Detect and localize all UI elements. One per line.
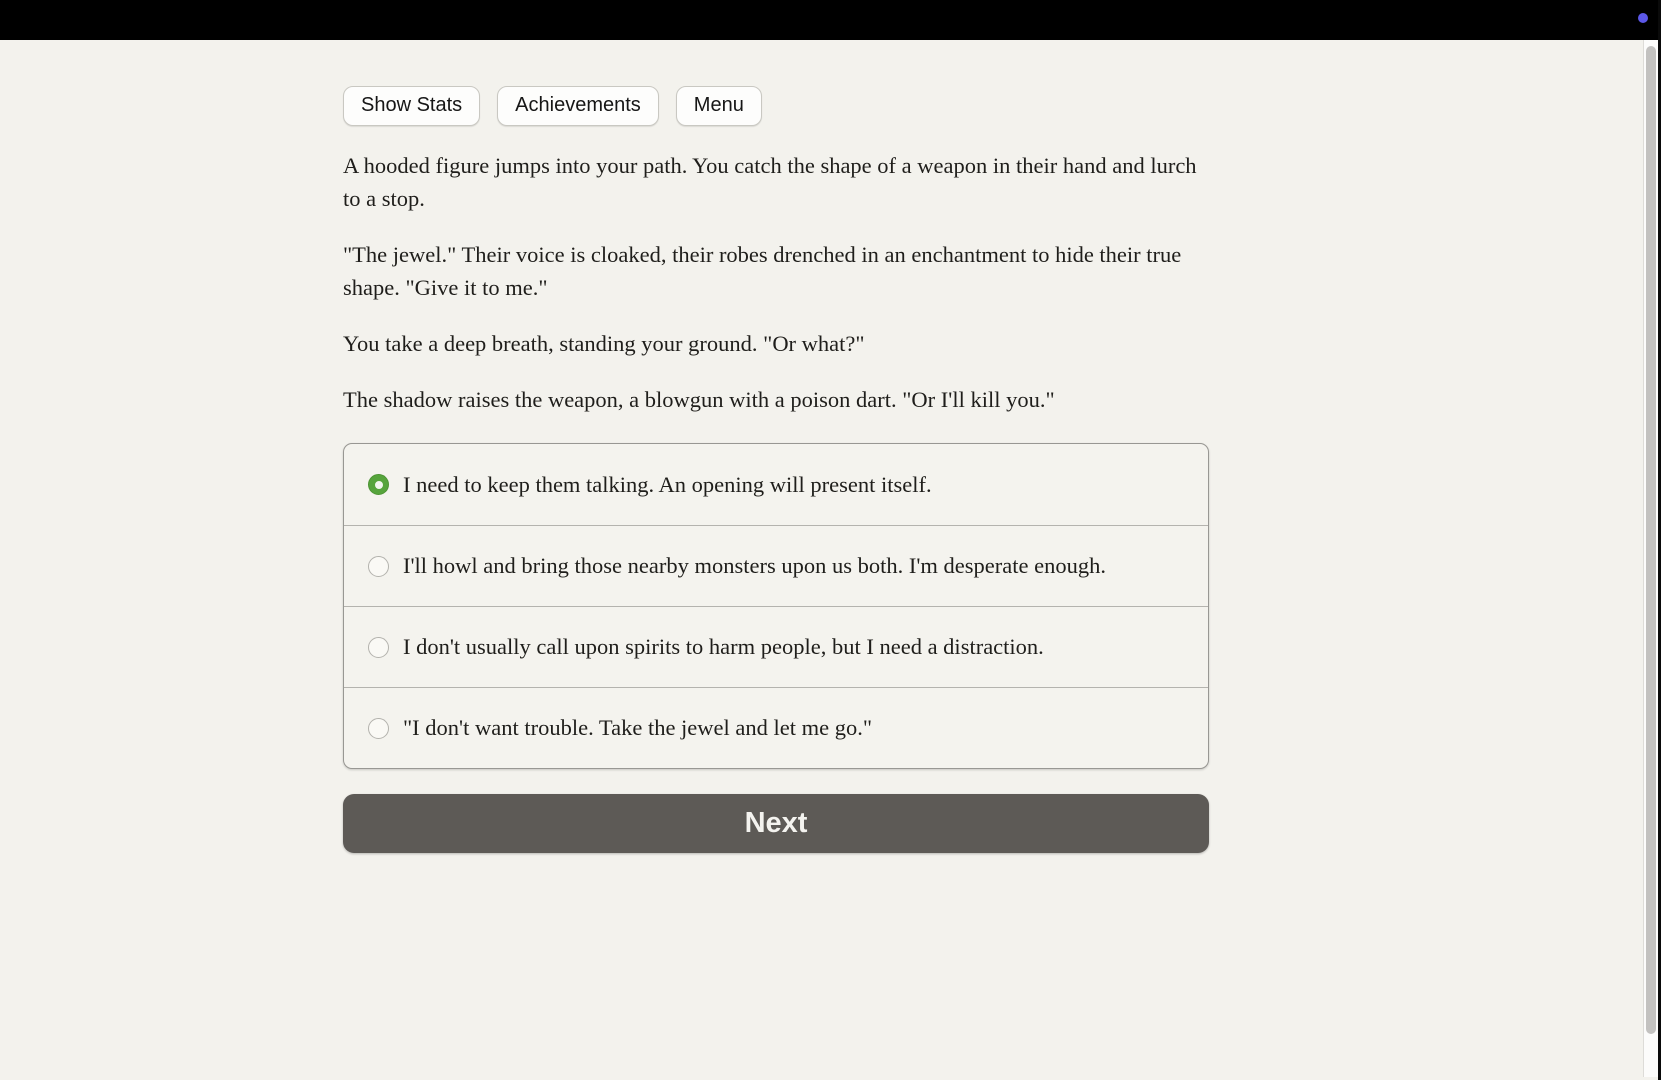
choice-option-label: I need to keep them talking. An opening will present itself. — [403, 471, 932, 497]
top-bar — [0, 0, 1661, 40]
status-dot — [1638, 13, 1648, 23]
game-content — [343, 86, 1209, 853]
story-paragraph: "The jewel." Their voice is cloaked, their robes drenched in an enchantment to hide their true shape. "Give it to me." — [343, 242, 1182, 300]
next-button[interactable]: Next — [343, 794, 1209, 853]
choice-option-label: I don't usually call upon spirits to harm people, but I need a distraction. — [403, 634, 1044, 659]
choice-option-1[interactable] — [344, 444, 1208, 525]
scrollbar-track[interactable] — [1643, 40, 1658, 1077]
story-paragraph: You take a deep breath, standing your ground. "Or what?" — [343, 331, 865, 356]
choice-option-label: I'll howl and bring those nearby monsters upon us both. I'm desperate enough. — [403, 553, 1106, 578]
choice-option-label: "I don't want trouble. Take the jewel and let me go." — [403, 715, 873, 740]
radio-button[interactable] — [368, 718, 389, 739]
choice-option-2[interactable] — [344, 525, 1208, 606]
scrollbar-thumb[interactable] — [1646, 46, 1656, 1034]
story-paragraph: The shadow raises the weapon, a blowgun with a poison dart. "Or I'll kill you." — [343, 387, 1055, 412]
choice-option-3[interactable] — [344, 606, 1208, 687]
radio-button[interactable] — [368, 556, 389, 577]
radio-button[interactable] — [368, 637, 389, 658]
choice-group — [343, 443, 1209, 769]
story-text — [343, 149, 1209, 416]
achievements-button[interactable]: Achievements — [497, 86, 659, 126]
choice-option-4[interactable] — [344, 687, 1208, 768]
game-toolbar — [343, 86, 1209, 126]
radio-button[interactable] — [368, 474, 389, 495]
show-stats-button[interactable]: Show Stats — [343, 86, 480, 126]
story-paragraph: A hooded figure jumps into your path. You catch the shape of a weapon in their hand and lurch to a stop. — [343, 153, 1197, 211]
menu-button[interactable]: Menu — [676, 86, 762, 126]
